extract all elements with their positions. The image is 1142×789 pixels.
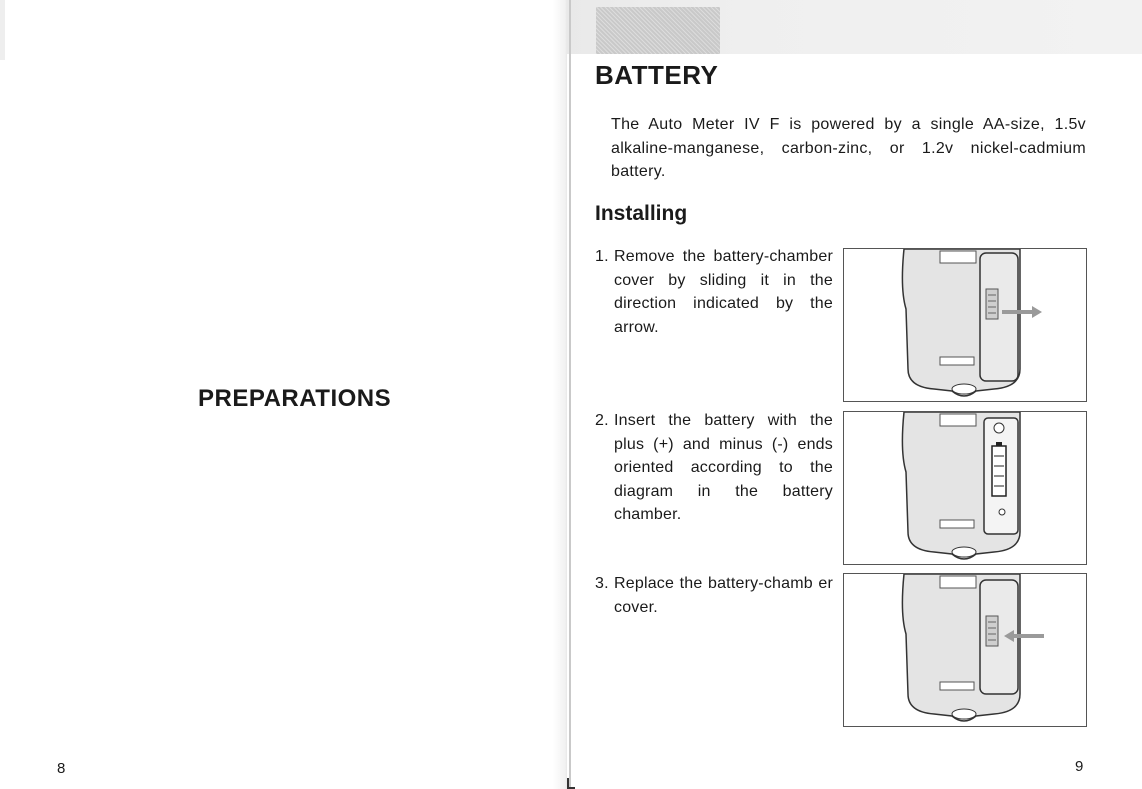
meter-back-illustration [844,574,1086,726]
header-tab [596,7,720,54]
grip-ridges [986,616,998,646]
step-text: Replace the battery-chamb er cover. [614,575,833,616]
page-number-right: 9 [1075,758,1084,775]
battery-cell [992,446,1006,496]
illustration-remove-cover [843,248,1087,402]
step-text: Remove the battery-chamber cover by sliding it in the direction indicated by the arrow. [614,248,833,336]
right-page [567,0,1142,789]
subsection-title: Installing [595,202,688,225]
step-item [595,572,833,619]
screw [999,509,1005,515]
page-title: BATTERY [595,60,719,90]
label-plate [940,414,976,426]
spring-contact [994,423,1004,433]
label-plate [940,576,976,588]
direction-arrow-shaft [1014,634,1044,638]
step-number: 1. [595,248,609,265]
battery-terminal [996,442,1002,446]
bottom-plate [940,682,974,690]
strap-ring [952,384,976,394]
intro-paragraph: The Auto Meter IV F is powered by a single AA-size, 1.5v alkaline-manganese, carbon-zinc, or 1.2v nickel-cadmium battery. [611,116,1086,180]
bottom-plate [940,520,974,528]
strap-ring [952,709,976,719]
meter-back-illustration [844,249,1086,401]
left-page [0,0,567,789]
header-band [567,0,1142,54]
direction-arrow-shaft [1002,310,1032,314]
section-title: PREPARATIONS [198,385,392,412]
meter-back-illustration [844,412,1086,564]
page-number-left: 8 [57,760,66,777]
step-number: 2. [595,412,609,429]
step-number: 3. [595,575,609,592]
illustration-replace-cover [843,573,1087,727]
bottom-plate [940,357,974,365]
gutter-corner-mark [567,778,575,789]
page-edge-shadow [0,0,5,60]
arrow-right-icon [1032,306,1042,318]
step-text: Insert the battery with the plus (+) and minus (-) ends oriented according to the diagram in the battery chamber. [614,412,833,523]
book-gutter-line [569,0,571,789]
label-plate [940,251,976,263]
step-item [595,245,833,339]
grip-ridges [986,289,998,319]
step-item [595,409,833,527]
illustration-insert-battery [843,411,1087,565]
strap-ring [952,547,976,557]
